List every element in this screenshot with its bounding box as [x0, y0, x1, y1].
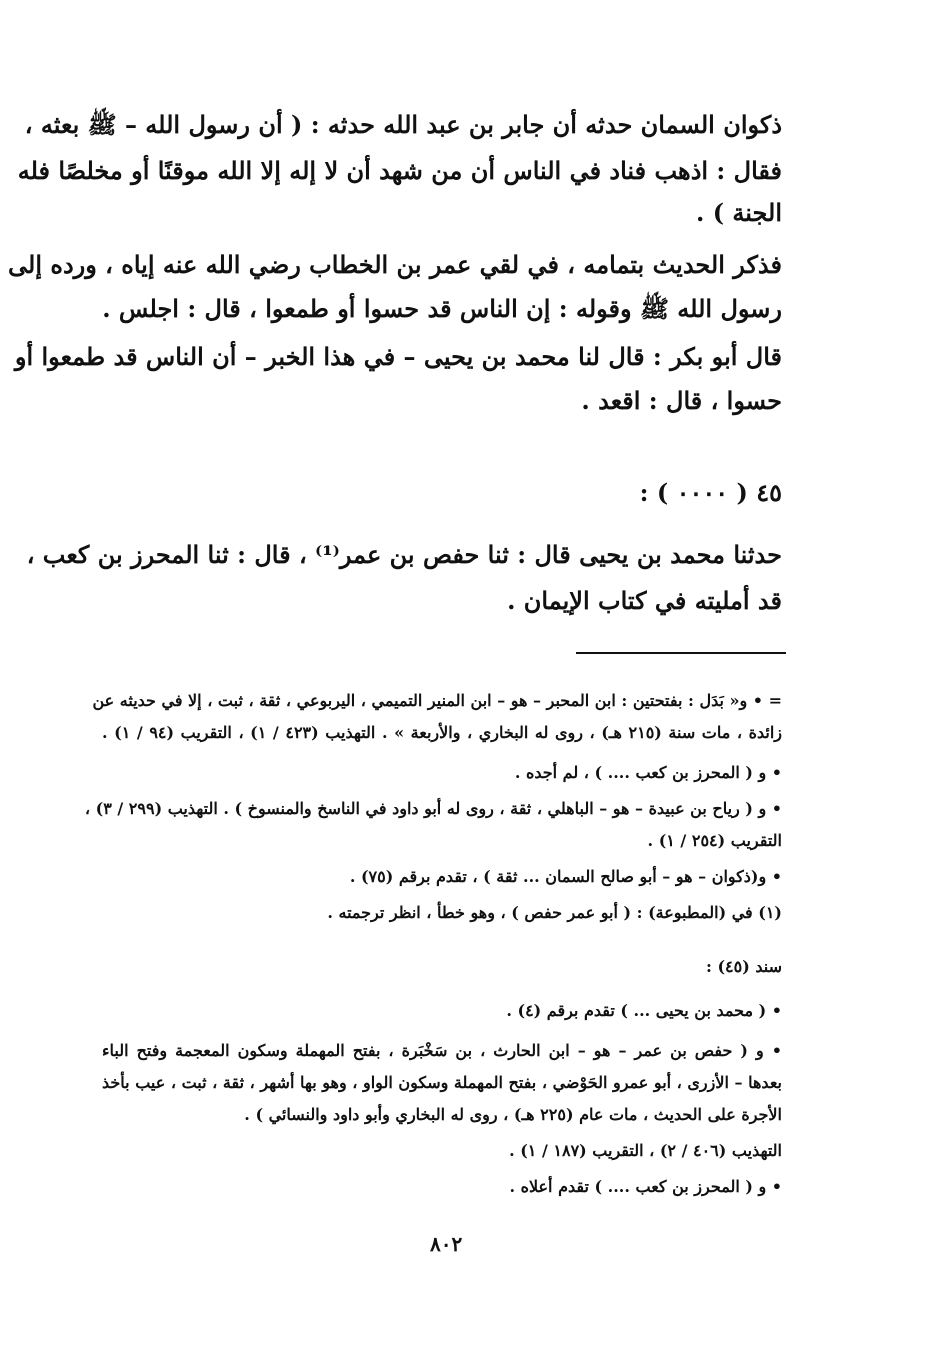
main-text-line: الجنة ) . [695, 198, 782, 227]
main-text-line: قد أمليته في كتاب الإيمان . [507, 586, 782, 615]
footnote-line: زائدة ، مات سنة (٢١٥ هـ) ، روى له البخاري ، والأربعة » . التهذيب (٤٢٣ / ١) ، التقريب (٩٤ / ١) . [102, 723, 783, 742]
footnote-line: • ( محمد بن يحيى ... ) تقدم برقم (٤) . [506, 1001, 782, 1020]
footnote-line: التهذيب (٤٠٦ / ٢) ، التقريب (١٨٧ / ١) . [509, 1141, 782, 1160]
footnote-line: • و ( رياح بن عبيدة – هو – الباهلي ، ثقة ، روى له أبو داود في الناسخ والمنسوخ ) . التهذيب (٢٩٩ / ٣) ، [84, 799, 782, 818]
main-text-line: قال أبو بكر : قال لنا محمد بن يحيى – في هذا الخبر – أن الناس قد طمعوا أو [14, 342, 782, 371]
footnote-line: • و(ذكوان – هو – أبو صالح السمان ... ثقة ) ، تقدم برقم (٧٥) . [349, 867, 782, 886]
page-number: ٨٠٢ [430, 1232, 463, 1256]
sanad-heading: سند (٤٥) : [705, 957, 782, 976]
footnote-line: التقريب (٢٥٤ / ١) . [647, 831, 782, 850]
main-text-line: فقال : اذهب فناد في الناس أن من شهد أن لا إله إلا الله موقنًا أو مخلصًا فله [17, 156, 782, 185]
main-text-line: حدثنا محمد بن يحيى قال : ثنا حفص بن عمر⁽¹⁾ ، قال : ثنا المحرز بن كعب ، [26, 540, 782, 569]
main-text-line: حسوا ، قال : اقعد . [581, 386, 782, 415]
footnote-line: • و ( حفص بن عمر – هو – ابن الحارث ، بن سَخْبَرة ، بفتح المهملة وسكون المعجمة وفتح الباء [102, 1041, 782, 1060]
footnote-line: الأجرة على الحديث ، مات عام (٢٢٥ هـ) ، روى له البخاري وأبو داود والنسائي ) . [244, 1105, 782, 1124]
main-text-line: رسول الله ﷺ وقوله : إن الناس قد حسوا أو طمعوا ، قال : اجلس . [102, 294, 782, 323]
footnote-separator [576, 652, 786, 654]
hadith-heading: ٤٥ ( ٠٠٠٠ ) : [639, 478, 782, 507]
footnote-line: بعدها – الأزرى ، أبو عمرو الحَوْضي ، بفتح المهملة وسكون الواو ، وهو بها أشهر ، ثقة ، ثبت ، عيب بأخذ [102, 1073, 782, 1092]
main-text-line: ذكوان السمان حدثه أن جابر بن عبد الله حدثه : ( أن رسول الله – ﷺ بعثه ، [24, 110, 782, 139]
main-text-line: فذكر الحديث بتمامه ، في لقي عمر بن الخطاب رضي الله عنه إياه ، ورده إلى [8, 250, 782, 279]
footnote-line: • و ( المحرز بن كعب .... ) تقدم أعلاه . [509, 1177, 782, 1196]
footnote-line: (١) في (المطبوعة) : ( أبو عمر حفص ) ، وهو خطأ ، انظر ترجمته . [327, 903, 782, 922]
footnote-line: • و ( المحرز بن كعب .... ) ، لم أجده . [514, 763, 782, 782]
footnote-line: = • و« بَدَل : بفتحتين : ابن المحبر – هو – ابن المنير التميمي ، اليربوعي ، ثقة ، ثبت ، إلا في حديثه عن [92, 691, 782, 710]
